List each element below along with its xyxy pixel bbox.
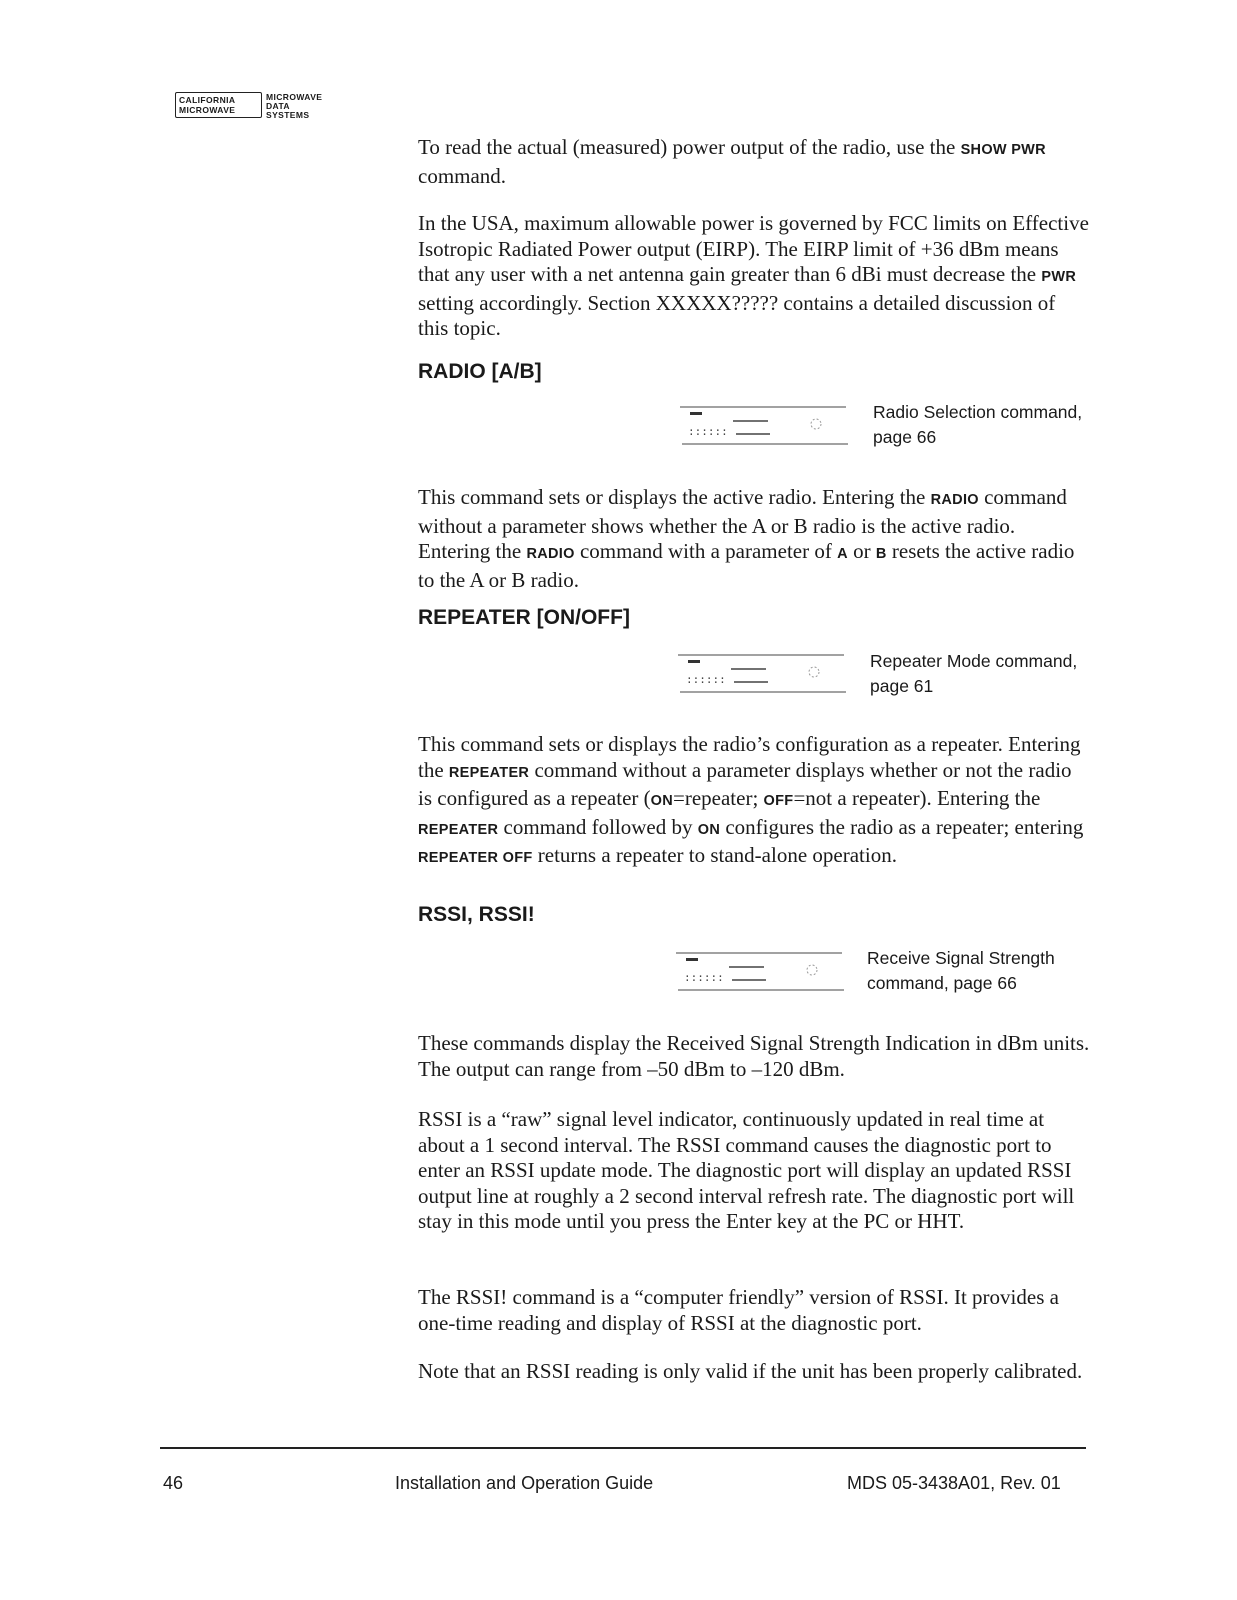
fcc-paragraph [418, 211, 1090, 342]
page-number: 46 [163, 1473, 184, 1493]
text-run: command without a parameter displays whether or not the radio is configured as a repeater ( [418, 757, 1072, 810]
text-run: resets the active radio to the A or B radio. [418, 539, 1075, 592]
text-run: =not a repeater). Entering the [793, 786, 1041, 810]
command-keyword: REPEATER [418, 821, 499, 838]
logo-box-line1: CALIFORNIA [179, 95, 236, 105]
command-keyword: B [875, 546, 887, 562]
command-keyword: PWR [1041, 269, 1077, 285]
text-run: To read the actual (measured) power output of the radio, use the [418, 135, 961, 159]
command-keyword: RADIO [526, 546, 575, 562]
logo-side-line2: DATA [266, 101, 290, 111]
text-run: command without a parameter shows whether the A or B radio is the active radio. Entering the [418, 485, 1067, 563]
logo-box-line2: MICROWAVE [179, 105, 236, 115]
text-run: In the USA, maximum allowable power is governed by FCC limits on Effective Isotropic Radiated Power output (EIRP). The EIRP limit of +36 dBm means that any user with a net antenna gain greater than 6 dBi must decrease the [418, 211, 1089, 286]
text-run: or [847, 539, 876, 563]
repeater-device-icon [676, 652, 848, 696]
command-keyword: SHOW PWR [960, 142, 1046, 158]
text-run: command with a parameter of [574, 539, 838, 563]
rssi-heading: RSSI, RSSI! [418, 903, 535, 926]
command-keyword: ON [650, 793, 673, 809]
text-run: configures the radio as a repeater; entering [720, 814, 1084, 839]
command-keyword: REPEATER [448, 764, 530, 781]
radio-sidebar-note: Radio Selection command, page 66 [873, 402, 1083, 447]
text-run: setting accordingly. Section XXXXX????? contains a detailed discussion of this topic. [418, 290, 1056, 340]
rssi-sidebar-note: Receive Signal Strength command, page 66 [867, 948, 1055, 993]
svg-text:::::::: :::::: [686, 673, 726, 686]
rssi-paragraph-2: RSSI is a “raw” signal level indicator, continuously updated in real time at about a 1 second interval. The RSSI command causes the diagnostic port to enter an RSSI update mode. The diagnostic port will display an updated RSSI output line at roughly a 2 second interval refresh rate. The diagnostic port will stay in this mode until you press the Enter key at the PC or HHT. [418, 1107, 1075, 1233]
text-run: command. [418, 163, 507, 188]
command-keyword: ON [697, 821, 721, 838]
text-run: command followed by [498, 814, 698, 839]
rssi-paragraph-4: Note that an RSSI reading is only valid if the unit has been properly calibrated. [418, 1359, 1083, 1383]
svg-text:::::::: :::::: [688, 425, 728, 438]
command-keyword: REPEATER OFF [418, 850, 533, 866]
radio-device-icon [678, 404, 850, 448]
text-run: This command sets or displays the active radio. Entering the [418, 485, 931, 509]
command-keyword: RADIO [930, 492, 979, 508]
logo-side-line1: MICROWAVE [266, 92, 323, 102]
radio-heading: RADIO [A/B] [418, 360, 542, 383]
text-run: This command sets or displays the radio’s configuration as a repeater. Entering the [418, 732, 1081, 782]
rssi-paragraph-1: These commands display the Received Signal Strength Indication in dBm units. The output can range from –50 dBm to –120 dBm. [418, 1031, 1090, 1081]
rssi-paragraph-3: The RSSI! command is a “computer friendly” version of RSSI. It provides a one-time reading and display of RSSI at the diagnostic port. [418, 1285, 1059, 1335]
repeater-heading: REPEATER [ON/OFF] [418, 606, 630, 629]
repeater-sidebar-note: Repeater Mode command, page 61 [870, 651, 1078, 696]
guide-title: Installation and Operation Guide [395, 1473, 654, 1493]
text-run: =repeater; [673, 786, 764, 810]
document-id: MDS 05-3438A01, Rev. 01 [847, 1473, 1061, 1493]
command-keyword: OFF [763, 793, 794, 809]
intro-paragraph [418, 135, 1090, 189]
radio-paragraph [418, 485, 1090, 593]
text-run: returns a repeater to stand-alone operation. [532, 843, 897, 867]
logo-side-line3: SYSTEMS [266, 110, 310, 120]
logo-box [175, 92, 262, 118]
rssi-device-icon [674, 950, 846, 994]
repeater-paragraph [418, 732, 1090, 872]
svg-text:::::::: :::::: [684, 971, 724, 984]
command-keyword: A [837, 546, 848, 562]
footer-rule [160, 1447, 1086, 1449]
